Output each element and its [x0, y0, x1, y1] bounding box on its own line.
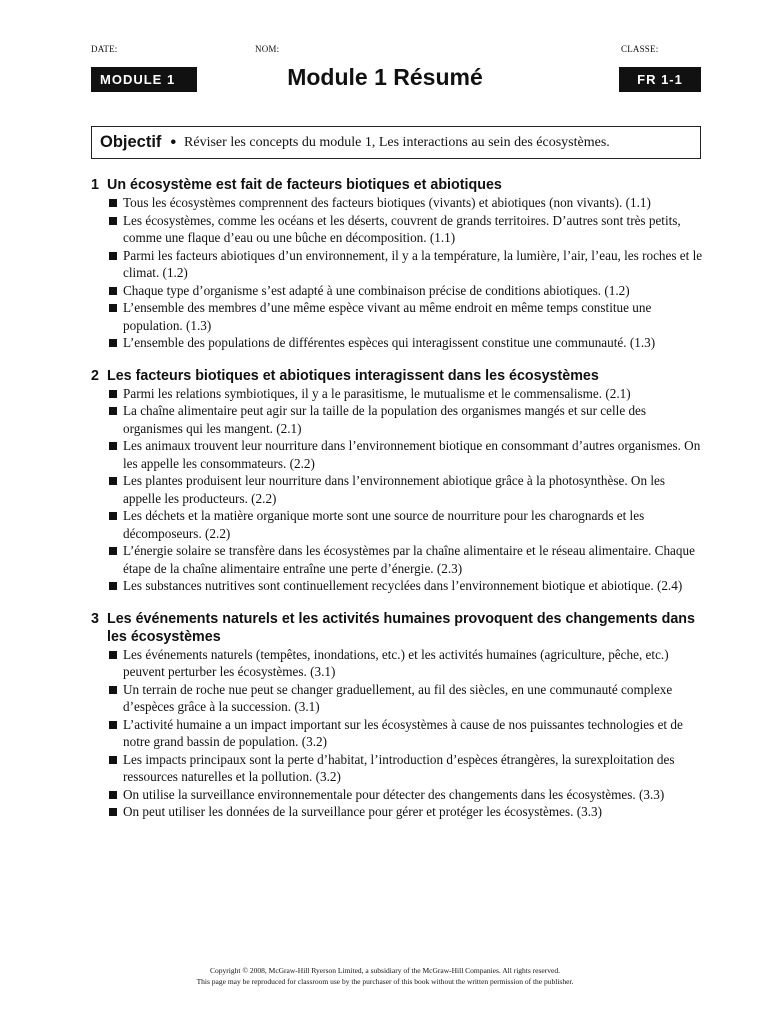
square-bullet-icon — [109, 304, 117, 312]
square-bullet-icon — [109, 390, 117, 398]
square-bullet-icon — [109, 287, 117, 295]
section-1 — [91, 176, 703, 352]
list-item — [107, 751, 703, 786]
list-item-text: On utilise la surveillance environnementale pour détecter des changements dans les écosystèmes. (3.3) — [123, 786, 665, 802]
square-bullet-icon — [109, 217, 117, 225]
square-bullet-icon — [109, 339, 117, 347]
module-tag: MODULE 1 — [91, 67, 197, 92]
list-item — [107, 334, 703, 352]
list-item-text: L’énergie solaire se transfère dans les écosystèmes par la chaîne alimentaire et le réseau alimentaire. Chaque étape de la chaîne alimentaire entraîne une perte d’énergie. (2.3) — [123, 543, 695, 576]
footer — [0, 965, 770, 987]
list-item — [107, 282, 703, 300]
section-3 — [91, 610, 703, 821]
bullet-list — [91, 385, 703, 595]
section-number: 3 — [91, 610, 99, 627]
list-item — [107, 437, 703, 472]
list-item — [107, 247, 703, 282]
section-2 — [91, 367, 703, 595]
summary-sections — [91, 176, 703, 836]
section-title: Les événements naturels et les activités humaines provoquent des changements dans les écosystèmes — [107, 610, 695, 645]
list-item-text: Les plantes produisent leur nourriture dans l’environnement abiotique grâce à la photosynthèse. On les appelle les producteurs. (2.2) — [123, 473, 665, 506]
list-item-text: Les déchets et la matière organique morte sont une source de nourriture pour les charognards et les décomposeurs. (2.2) — [123, 508, 645, 541]
square-bullet-icon — [109, 442, 117, 450]
list-item — [107, 681, 703, 716]
list-item-text: Les animaux trouvent leur nourriture dans l’environnement biotique en consommant d’autres organismes. On les appelle les consommateurs. (2.2) — [123, 438, 701, 471]
section-number: 2 — [91, 367, 99, 384]
section-heading — [91, 610, 703, 646]
footer-copyright: Copyright © 2008, McGraw-Hill Ryerson Limited, a subsidiary of the McGraw-Hill Companies. All rights reserved. — [210, 966, 560, 975]
square-bullet-icon — [109, 582, 117, 590]
list-item-text: Les événements naturels (tempêtes, inondations, etc.) et les activités humaines (agriculture, pêche, etc.) peuvent perturber les écosystèmes. (3.1) — [123, 646, 669, 679]
list-item — [107, 212, 703, 247]
list-item-text: L’ensemble des membres d’une même espèce vivant au même endroit en même temps constitue une population. (1.3) — [123, 300, 652, 333]
section-title: Un écosystème est fait de facteurs biotiques et abiotiques — [107, 177, 502, 193]
list-item-text: Les écosystèmes, comme les océans et les déserts, couvrent de grands territoires. D’autres sont très petits, comme une flaque d’eau ou une bûche en décomposition. (1.1) — [123, 212, 681, 245]
list-item — [107, 472, 703, 507]
list-item — [107, 402, 703, 437]
list-item-text: Parmi les relations symbiotiques, il y a le parasitisme, le mutualisme et le commensalisme. (2.1) — [123, 385, 631, 401]
list-item — [107, 194, 703, 212]
objective-box — [91, 126, 701, 159]
objective-label: Objectif — [100, 133, 162, 151]
date-label: DATE: — [91, 44, 118, 54]
section-number: 1 — [91, 177, 99, 193]
list-item — [107, 299, 703, 334]
list-item-text: Tous les écosystèmes comprennent des facteurs biotiques (vivants) et abiotiques (non vivants). (1.1) — [123, 195, 651, 210]
class-label: CLASSE: — [621, 44, 659, 54]
square-bullet-icon — [109, 407, 117, 415]
list-item-text: Parmi les facteurs abiotiques d’un environnement, il y a la température, la lumière, l’air, l’eau, les roches et le climat. (1.2) — [123, 247, 703, 280]
list-item-text: On peut utiliser les données de la surveillance pour gérer et protéger les écosystèmes. (3.3) — [123, 804, 602, 819]
section-heading — [91, 176, 703, 194]
list-item-text: L’ensemble des populations de différentes espèces qui interagissent constitue une communauté. (1.3) — [123, 335, 656, 350]
bullet-list — [91, 646, 703, 821]
list-item-text: Les impacts principaux sont la perte d’habitat, l’introduction d’espèces étrangères, la surexploitation des ressources naturelles et la pollution. (3.2) — [123, 751, 675, 784]
section-title: Les facteurs biotiques et abiotiques interagissent dans les écosystèmes — [107, 367, 599, 384]
list-item-text: Les substances nutritives sont continuellement recyclées dans l’environnement biotique et abiotique. (2.4) — [123, 578, 683, 593]
bullet-list — [91, 194, 703, 352]
list-item — [107, 803, 703, 821]
square-bullet-icon — [109, 477, 117, 485]
square-bullet-icon — [109, 252, 117, 260]
list-item — [107, 577, 703, 595]
list-item — [107, 542, 703, 577]
page-title: Module 1 Résumé — [287, 64, 483, 90]
square-bullet-icon — [109, 791, 117, 799]
objective-bullet-icon: • — [170, 133, 177, 151]
list-item — [107, 786, 703, 804]
list-item-text: Un terrain de roche nue peut se changer graduellement, au fil des siècles, en une communauté complexe d’espèces grâce à la succession. (3.1) — [123, 681, 673, 714]
square-bullet-icon — [109, 547, 117, 555]
square-bullet-icon — [109, 808, 117, 816]
square-bullet-icon — [109, 686, 117, 694]
square-bullet-icon — [109, 721, 117, 729]
list-item-text: Chaque type d’organisme s’est adapté à une combinaison précise de conditions abiotiques. (1.2) — [123, 282, 630, 298]
square-bullet-icon — [109, 512, 117, 520]
list-item — [107, 716, 703, 751]
list-item-text: La chaîne alimentaire peut agir sur la taille de la population des organismes mangés et sur celle des organismes qui les mangent. (2.1) — [123, 403, 647, 436]
objective-text: Réviser les concepts du module 1, Les interactions au sein des écosystèmes. — [184, 134, 610, 150]
square-bullet-icon — [109, 756, 117, 764]
code-tag: FR 1-1 — [619, 67, 701, 92]
list-item-text: L’activité humaine a un impact important sur les écosystèmes à cause de nos puissantes technologies et de notre grand bassin de population. (3.2) — [123, 716, 683, 749]
name-label: NOM: — [255, 44, 280, 54]
square-bullet-icon — [109, 651, 117, 659]
list-item — [107, 507, 703, 542]
section-heading — [91, 367, 703, 385]
square-bullet-icon — [109, 199, 117, 207]
list-item — [107, 385, 703, 403]
list-item — [107, 646, 703, 681]
footer-permission: This page may be reproduced for classroom use by the purchaser of this book without the written permission of the publisher. — [196, 977, 574, 986]
